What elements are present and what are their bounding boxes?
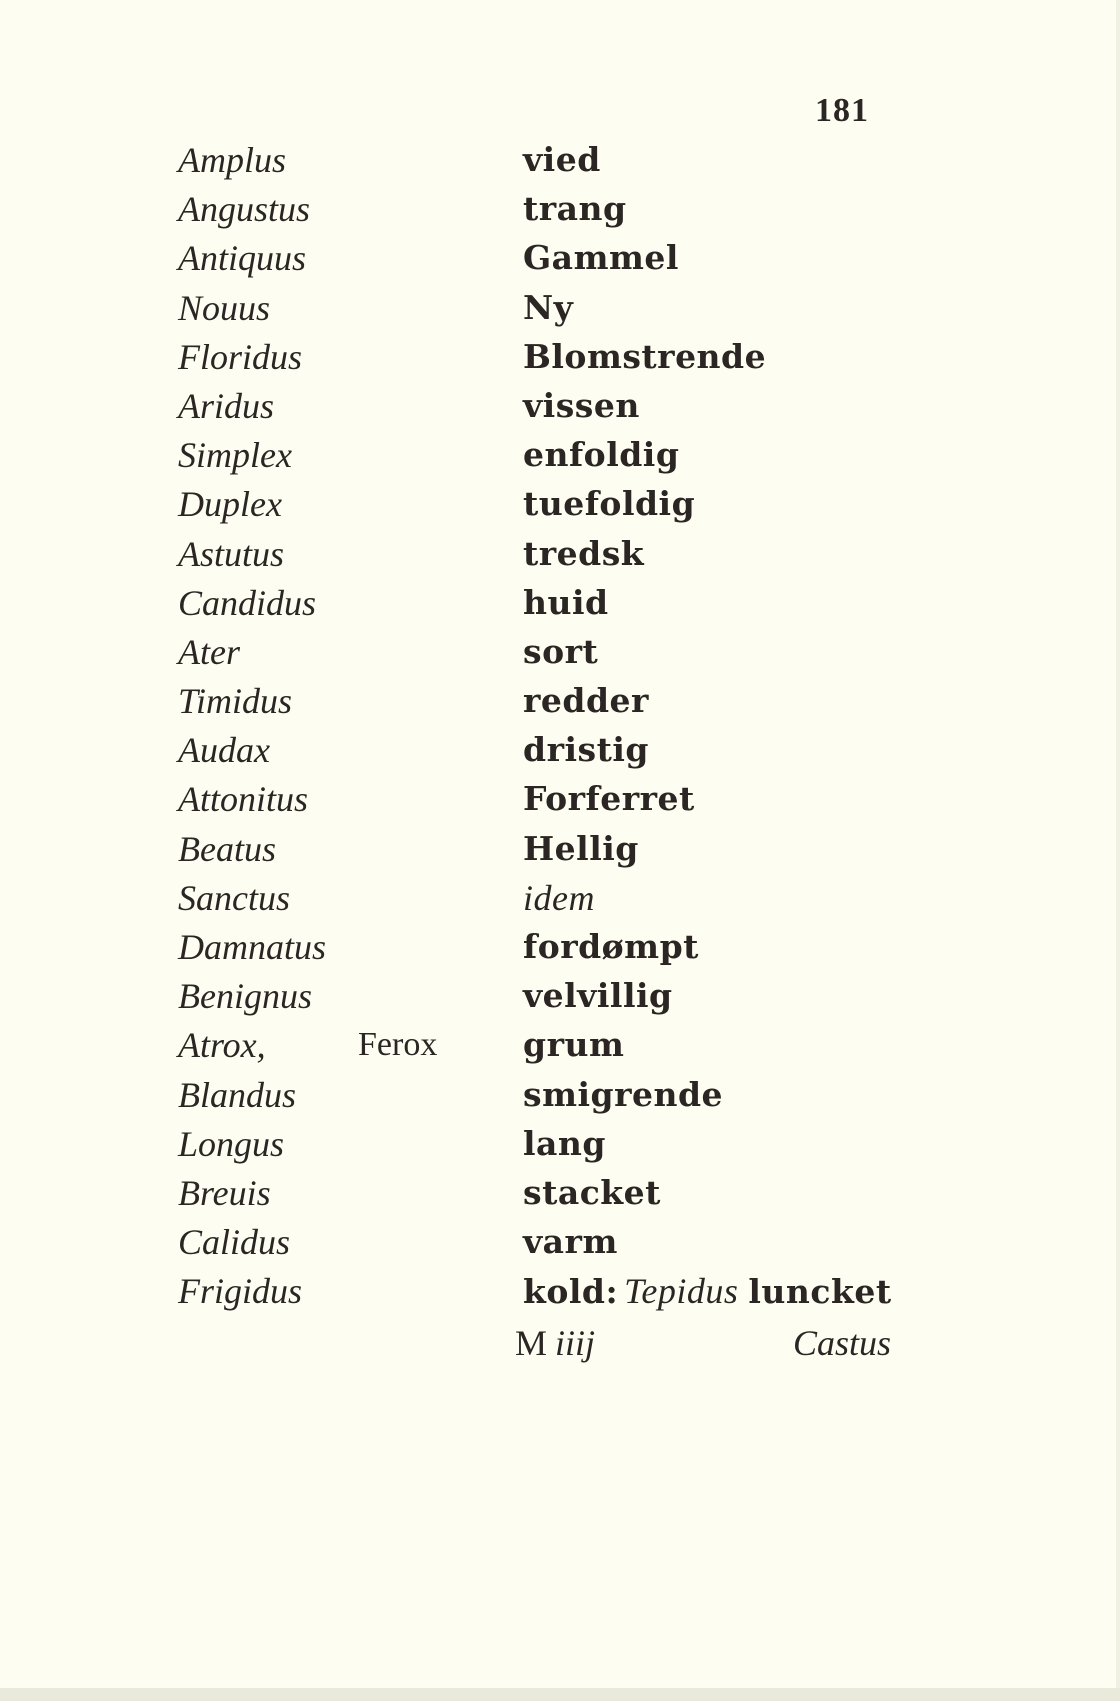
- danish-word: Ny: [523, 287, 574, 327]
- glossary-row: [178, 286, 938, 335]
- glossary-row: [178, 630, 938, 679]
- danish-word: huid: [523, 582, 609, 622]
- glossary-row: [178, 1220, 938, 1269]
- latin-word: Benignus: [178, 976, 312, 1017]
- latin-word: Longus: [178, 1123, 285, 1164]
- danish-word: velvillig: [523, 976, 673, 1016]
- glossary-row: [178, 679, 938, 728]
- danish-word: varm: [523, 1222, 618, 1262]
- danish-word: tuefoldig: [523, 484, 696, 524]
- glossary-row: [178, 236, 938, 285]
- latin-word: Amplus: [178, 140, 286, 180]
- latin-word: Calidus: [178, 1222, 291, 1263]
- signature-letter: M: [515, 1323, 548, 1363]
- glossary-row: [178, 384, 938, 433]
- page-number: 181: [815, 92, 869, 129]
- latin-word: Blandus: [178, 1074, 297, 1115]
- danish-word: fordømpt: [523, 927, 699, 966]
- glossary-list: [178, 138, 938, 1319]
- danish-word: redder: [523, 681, 649, 721]
- glossary-row: [178, 777, 938, 826]
- danish-word: Gammel: [523, 238, 679, 278]
- glossary-row: [178, 1171, 938, 1220]
- glossary-row: [178, 1122, 938, 1171]
- latin-word: Sanctus: [178, 877, 290, 918]
- catchword: Castus: [793, 1323, 892, 1363]
- danish-word: lang: [523, 1123, 606, 1163]
- glossary-row: [178, 138, 938, 187]
- glossary-row: [178, 581, 938, 630]
- danish-word: smigrende: [523, 1074, 724, 1114]
- latin-word: Angustus: [178, 189, 311, 230]
- latin-word: Breuis: [178, 1172, 271, 1213]
- glossary-row: [178, 1073, 938, 1122]
- danish-word: Hellig: [523, 828, 639, 868]
- latin-word: Beatus: [178, 828, 276, 869]
- latin-word-inline: Tepidus: [624, 1271, 739, 1312]
- glossary-row: [178, 728, 938, 777]
- danish-word: Blomstrende: [523, 336, 767, 376]
- latin-word: Damnatus: [178, 927, 327, 967]
- latin-word: Antiquus: [178, 238, 307, 279]
- danish-word: enfoldig: [523, 435, 680, 475]
- glossary-row: [178, 925, 938, 974]
- latin-word: Aridus: [178, 385, 275, 426]
- danish-word: vissen: [523, 385, 640, 425]
- latin-word: Timidus: [178, 681, 293, 722]
- danish-word: grum: [523, 1025, 625, 1065]
- latin-word: Simplex: [178, 435, 292, 476]
- latin-word: Frigidus: [178, 1271, 303, 1312]
- danish-word-group: [523, 1269, 892, 1314]
- danish-word: stacket: [523, 1172, 661, 1212]
- glossary-row: [178, 876, 938, 925]
- latin-word: Nouus: [178, 287, 271, 328]
- latin-word: Astutus: [178, 533, 285, 574]
- danish-word-inline: luncket: [748, 1272, 892, 1312]
- glossary-row: [178, 433, 938, 482]
- glossary-row: [178, 335, 938, 384]
- signature-mark: [515, 1322, 595, 1364]
- danish-word: vied: [523, 140, 601, 179]
- latin-word: Floridus: [178, 336, 303, 377]
- latin-word: Duplex: [178, 484, 282, 525]
- latin-word: Ater: [178, 631, 240, 672]
- danish-word: tredsk: [523, 533, 645, 573]
- latin-word-secondary: Ferox: [358, 1026, 438, 1064]
- glossary-row: [178, 827, 938, 876]
- danish-word: dristig: [523, 730, 649, 770]
- danish-word: Forferret: [523, 779, 695, 819]
- glossary-row: [178, 1269, 938, 1318]
- latin-word: Attonitus: [178, 779, 309, 820]
- latin-word: Audax: [178, 730, 270, 771]
- glossary-row: [178, 532, 938, 581]
- danish-word: kold:: [523, 1272, 619, 1312]
- page-edge-right: [1116, 0, 1120, 1701]
- danish-word: idem: [523, 877, 595, 918]
- glossary-row: [178, 1023, 938, 1072]
- glossary-row: [178, 974, 938, 1023]
- danish-word: trang: [523, 189, 627, 229]
- glossary-row: [178, 187, 938, 236]
- latin-word: Candidus: [178, 582, 317, 623]
- danish-word: sort: [523, 631, 599, 671]
- page-edge-bottom: [0, 1688, 1120, 1701]
- page-footer: [0, 1322, 1120, 1372]
- signature-number: iiij: [555, 1323, 596, 1363]
- latin-word: Atrox,: [178, 1025, 266, 1066]
- glossary-row: [178, 482, 938, 531]
